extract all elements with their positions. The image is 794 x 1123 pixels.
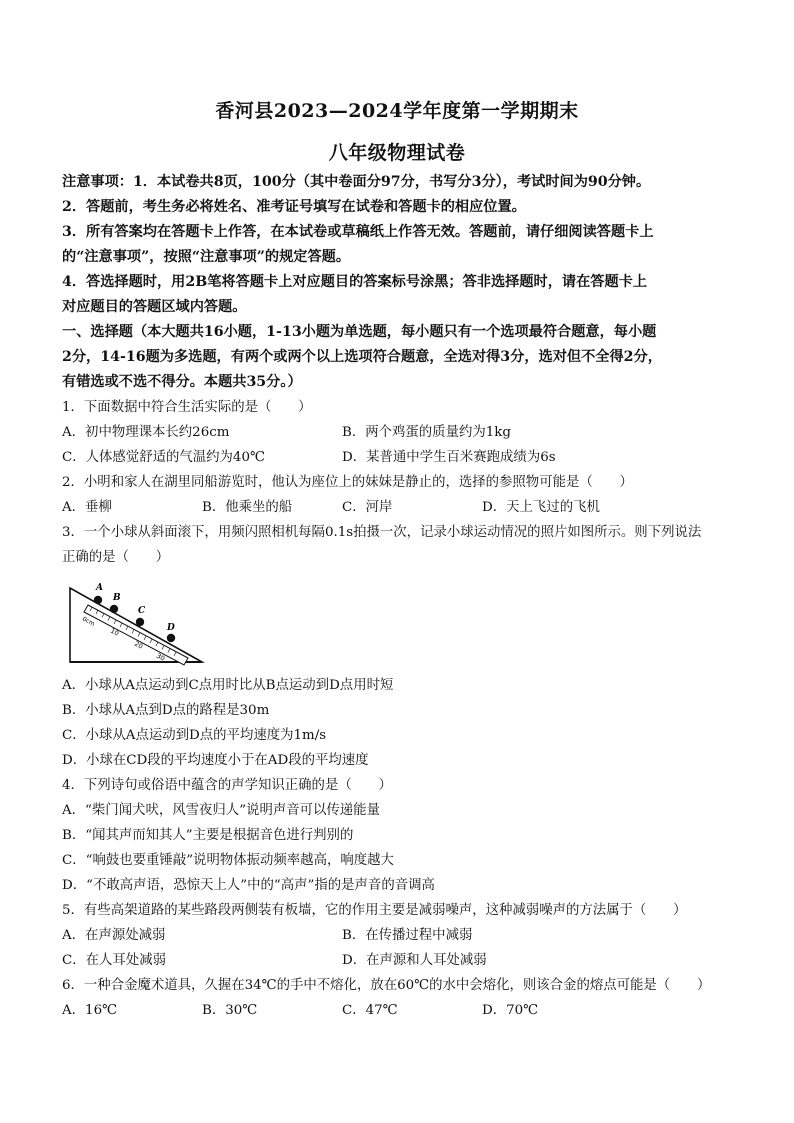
q4-option-d: D．“不敢高声语，恐惊天上人”中的“高声”指的是声音的音调高	[62, 878, 435, 893]
q2-option-b: B．他乘坐的船	[202, 500, 293, 515]
note-line-2: 2．答题前，考生务必将姓名、准考证号填写在试卷和答题卡的相应位置。	[62, 199, 526, 215]
q1-stem: 1．下面数据中符合生活实际的是（ ）	[62, 400, 312, 415]
note-line-3: 3．所有答案均在答题卡上作答，在本试卷或草稿纸上作答无效。答题前，请仔细阅读答题卡上	[62, 224, 654, 240]
q2-stem: 2．小明和家人在湖里同船游览时，他认为座位上的妹妹是静止的，选择的参照物可能是（ ）	[62, 475, 633, 490]
note-line-1: 注意事项：1．本试卷共8页，100分（其中卷面分97分，书写分3分），考试时间为90分钟。	[62, 174, 651, 190]
q5-option-c: C．在人耳处减弱	[62, 953, 166, 968]
ball-d	[167, 634, 175, 642]
q6-option-c: C．47℃	[342, 1003, 398, 1018]
tick-label-20: 20	[133, 639, 145, 651]
q1-option-d: D．某普通中学生百米赛跑成绩为6s	[342, 450, 556, 465]
ball-c	[136, 618, 144, 626]
q1-option-a: A．初中物理课本长约26cm	[62, 425, 230, 440]
q3-option-b: B．小球从A点到D点的路程是30m	[62, 703, 270, 718]
q6-stem: 6．一种合金魔术道具，久握在34℃的手中不熔化，放在60℃的水中会熔化，则该合金的熔点可能是（ ）	[62, 978, 711, 993]
q3-option-d: D．小球在CD段的平均速度小于在AD段的平均速度	[62, 753, 369, 768]
q6-option-d: D．70℃	[482, 1003, 539, 1018]
point-label-c: C	[138, 606, 146, 616]
q2-option-d: D．天上飞过的飞机	[482, 500, 600, 515]
note-line-6: 对应题目的答题区域内答题。	[62, 299, 247, 315]
incline-ball-figure	[60, 578, 210, 668]
exam-title: 香河县2023—2024学年度第一学期期末	[215, 100, 579, 122]
q1-option-c: C．人体感觉舒适的气温约为40℃	[62, 450, 265, 465]
exam-subtitle: 八年级物理试卷	[328, 142, 466, 164]
ball-b	[110, 605, 118, 613]
tick-label-0: 0cm	[81, 615, 96, 628]
q3-stem-line-2: 正确的是（ ）	[62, 550, 170, 565]
tick-label-30: 30	[155, 651, 167, 663]
q1-option-b: B．两个鸡蛋的质量约为1kg	[342, 425, 511, 440]
ball-a	[94, 596, 102, 604]
q5-option-b: B．在传播过程中减弱	[342, 928, 473, 943]
section-heading-1: 一、选择题（本大题共16小题，1-13小题为单选题，每小题只有一个选项最符合题意，每小题	[62, 324, 657, 340]
q6-option-b: B．30℃	[202, 1003, 258, 1018]
q4-stem: 4．下列诗句或俗语中蕴含的声学知识正确的是（ ）	[62, 778, 392, 793]
q2-option-c: C．河岸	[342, 500, 393, 515]
q2-option-a: A．垂柳	[62, 500, 112, 515]
section-heading-3: 有错选或不选不得分。本题共35分。）	[62, 374, 302, 390]
q5-stem: 5．有些高架道路的某些路段两侧装有板墙，它的作用主要是减弱噪声，这种减弱噪声的方法属于（ ）	[62, 903, 687, 918]
point-label-b: B	[113, 593, 121, 603]
q5-option-a: A．在声源处减弱	[62, 928, 166, 943]
q3-option-c: C．小球从A点运动到D点的平均速度为1m/s	[62, 728, 327, 743]
note-line-4: 的“注意事项”，按照“注意事项”的规定答题。	[62, 249, 351, 265]
q4-option-b: B．“闻其声而知其人”主要是根据音色进行判别的	[62, 828, 354, 843]
q3-option-a: A．小球从A点运动到C点用时比从B点运动到D点用时短	[62, 678, 394, 693]
q4-option-a: A．“柴门闻犬吠，风雪夜归人”说明声音可以传递能量	[62, 803, 380, 818]
point-label-d: D	[167, 623, 175, 633]
q3-stem-line-1: 3．一个小球从斜面滚下，用频闪照相机每隔0.1s拍摄一次，记录小球运动情况的照片如图所示。则下列说法	[62, 525, 702, 540]
q4-option-c: C．“响鼓也要重锤敲”说明物体振动频率越高，响度越大	[62, 853, 394, 868]
tick-label-10: 10	[109, 626, 121, 638]
section-heading-2: 2分，14-16题为多选题，有两个或两个以上选项符合题意，全选对得3分，选对但不全得2分，	[62, 349, 662, 365]
q5-option-d: D．在声源和人耳处减弱	[342, 953, 487, 968]
point-label-a: A	[96, 583, 103, 593]
q6-option-a: A．16℃	[62, 1003, 118, 1018]
note-line-5: 4．答选择题时，用2B笔将答题卡上对应题目的答案标号涂黑；答非选择题时，请在答题卡上	[62, 274, 648, 290]
